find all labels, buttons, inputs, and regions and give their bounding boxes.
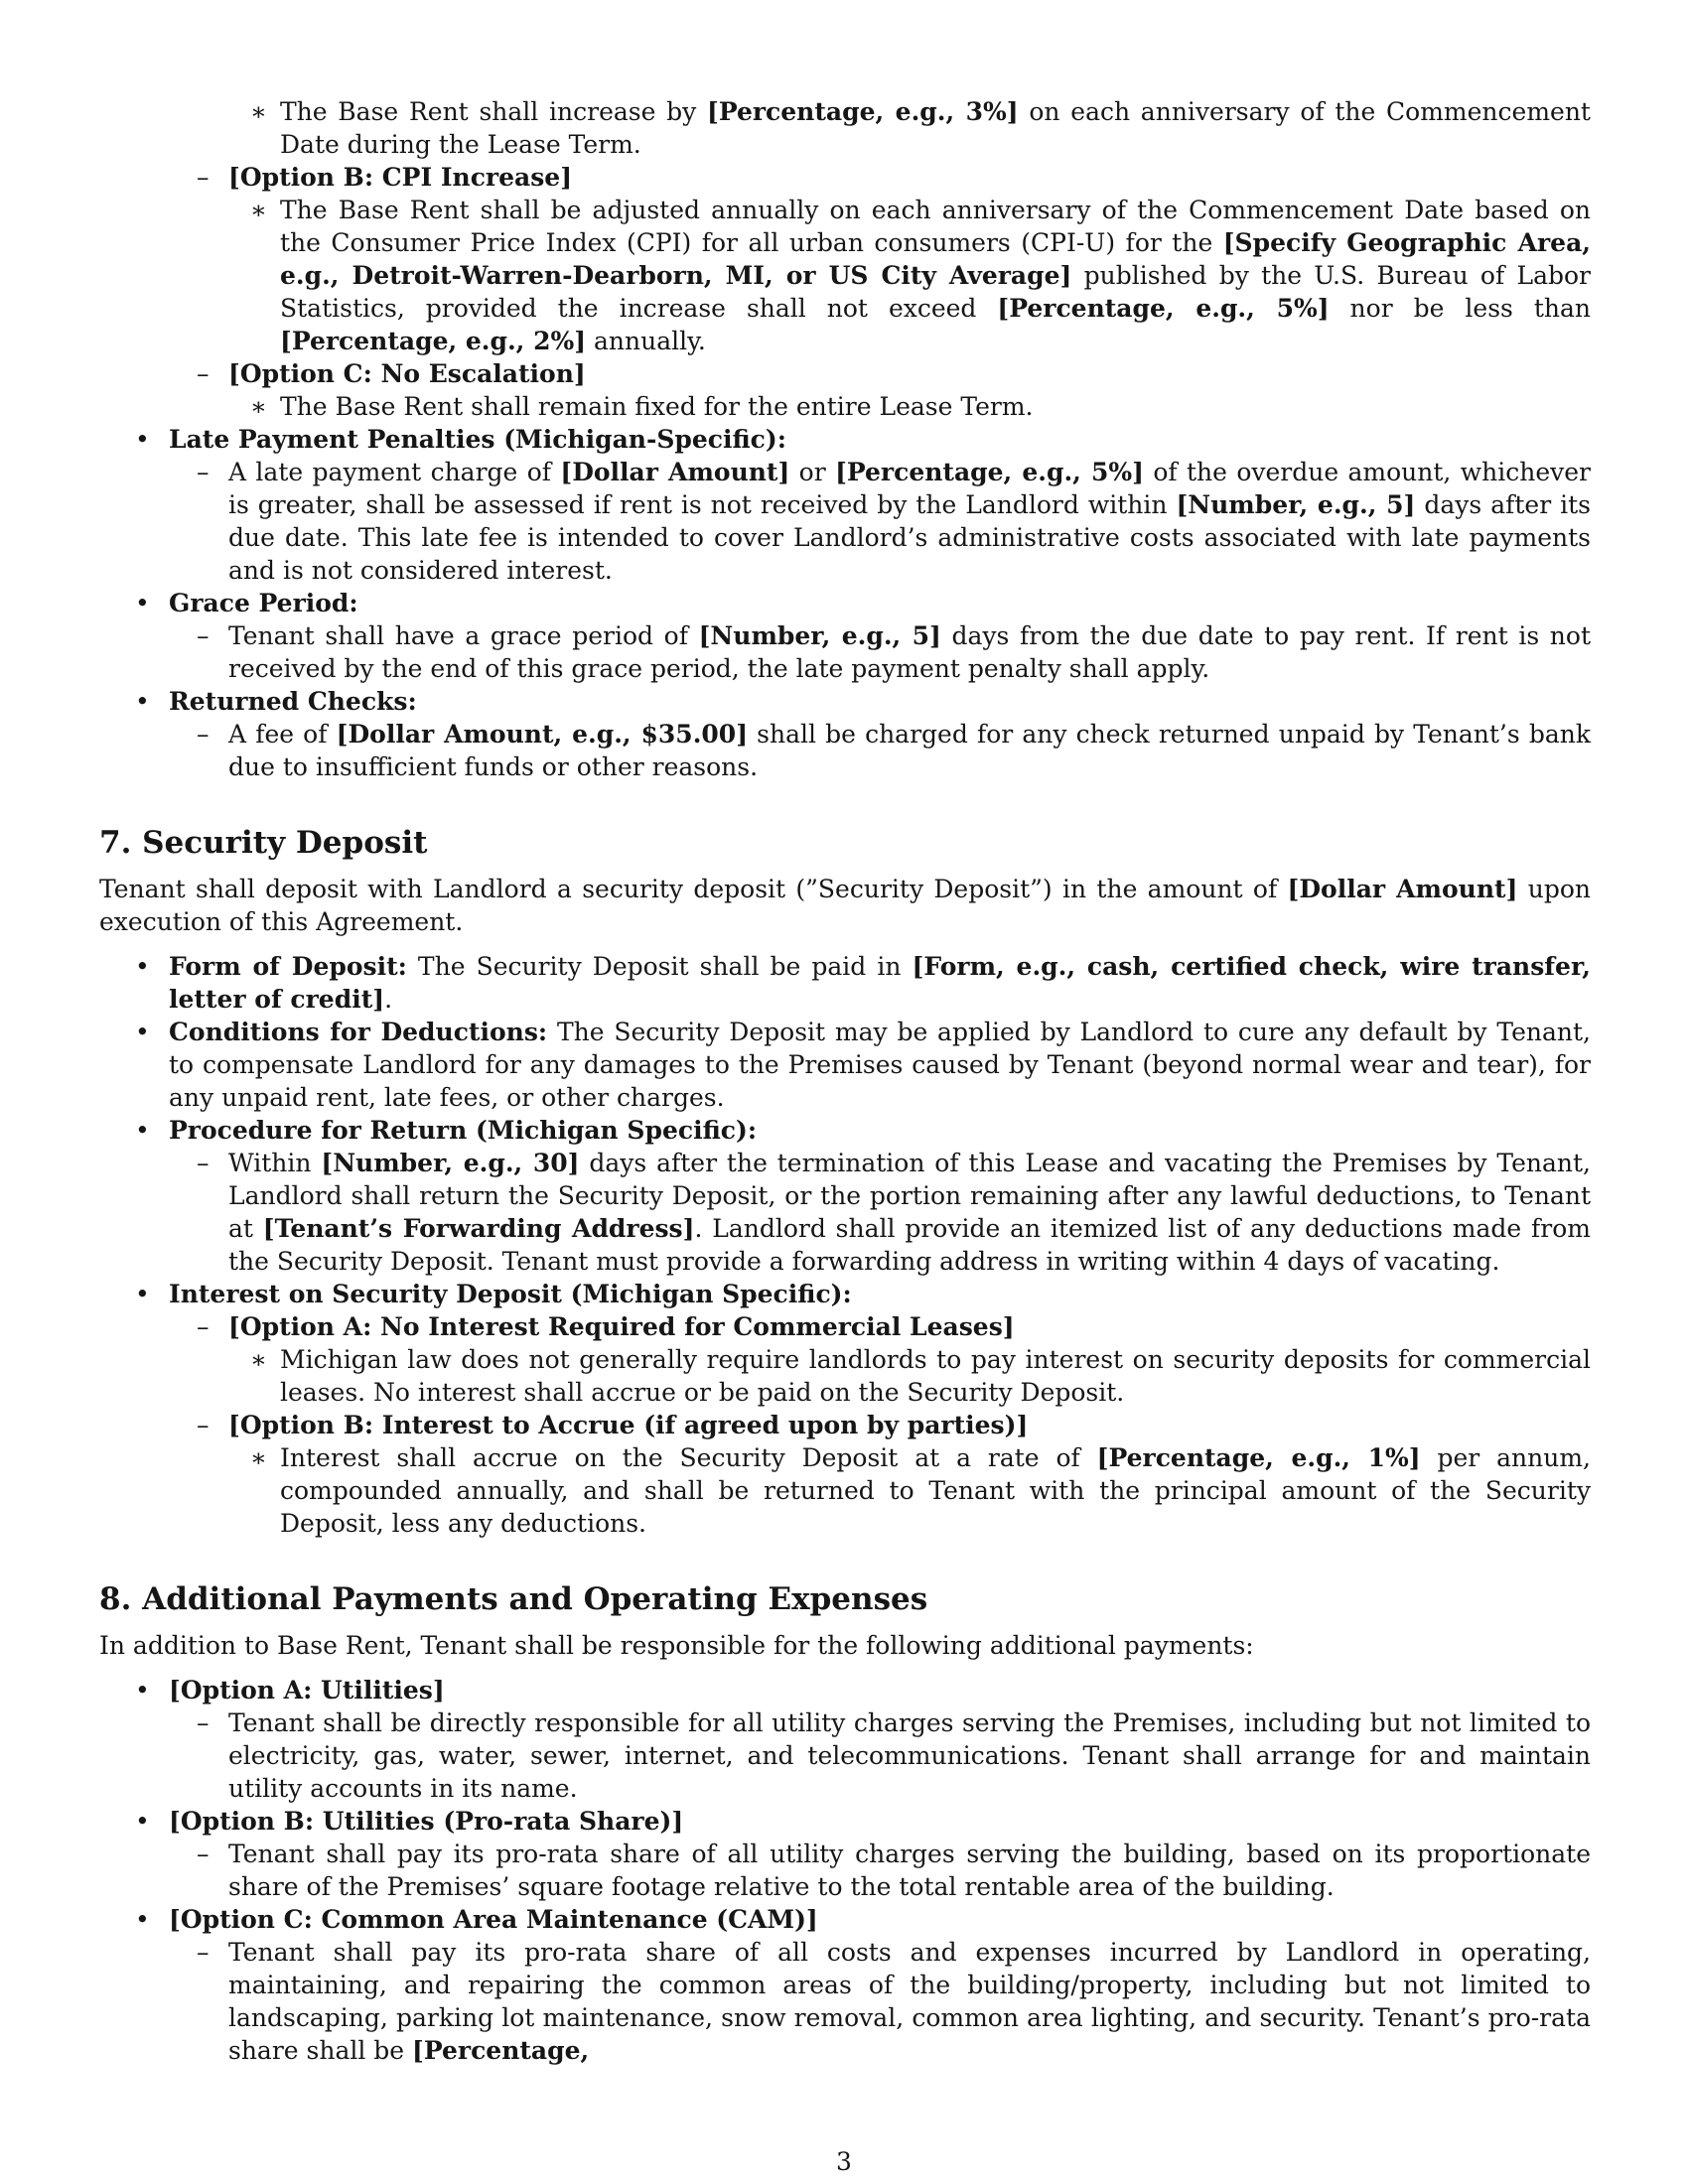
dash-marker: –	[197, 359, 210, 388]
list-item: ∗ The Base Rent shall increase by [Percentage, e.g., 3%] on each anniversary of the Commencement Date during the Lease Term.	[250, 97, 1591, 159]
document-page	[99, 95, 1591, 2067]
option-title: [Option B: Utilities (Pro-rata Share)]	[169, 1807, 684, 1836]
list-item	[99, 1674, 1591, 1706]
list-item	[99, 1903, 1591, 1936]
item-title: Late Payment Penalties (Michigan-Specific):	[169, 425, 786, 454]
dash-marker: –	[197, 1149, 210, 1177]
dash-marker: –	[197, 1708, 210, 1737]
list-item: ∗ The Base Rent shall be adjusted annually on each anniversary of the Commencement Date based on the Consumer Price Index (CPI) for all urban consumers (CPI-U) for the [Specify Geographic Area, e.g., Detroit-Warren-Dearborn, MI, or US City Average] published by the U.S. Bureau of Labor Statistics, provided the increase shall not exceed [Percentage, e.g., 5%] nor be less than [Percentage, e.g., 2%] annually.	[250, 196, 1592, 355]
bullet-marker: •	[135, 1280, 150, 1308]
bullet-marker: •	[135, 952, 150, 981]
bullet-marker: •	[135, 1905, 150, 1934]
item-title: Returned Checks:	[169, 687, 417, 716]
list-item: ∗ Michigan law does not generally require landlords to pay interest on security deposits for commercial leases. No interest shall accrue or be paid on the Security Deposit.	[250, 1345, 1591, 1407]
list-item: • Conditions for Deductions: The Security Deposit may be applied by Landlord to cure any default by Tenant, to compensate Landlord for any damages to the Premises caused by Tenant (beyond normal wear and tear), for any unpaid rent, late fees, or other charges.	[135, 1018, 1591, 1112]
dash-marker: –	[197, 1411, 210, 1439]
list-item: ∗ Interest shall accrue on the Security Deposit at a rate of [Percentage, e.g., 1%] per annum, compounded annually, and shall be returned to Tenant with the principal amount of the Security Deposit, less any deductions.	[250, 1443, 1591, 1538]
section-intro: Tenant shall deposit with Landlord a security deposit (”Security Deposit”) in the amount of [Dollar Amount] upon execution of this Agreement.	[99, 875, 1591, 936]
list-item: – A fee of [Dollar Amount, e.g., $35.00] shall be charged for any check returned unpaid by Tenant’s bank due to insufficient funds or other reasons.	[197, 720, 1592, 781]
list-item	[99, 1409, 1591, 1441]
asterisk-marker: ∗	[250, 97, 267, 126]
list-item: – Tenant shall pay its pro-rata share of all costs and expenses incurred by Landlord in operating, maintaining, and repairing the common areas of the building/property, including but not limited to landscaping, parking lot maintenance, snow removal, common area lighting, and security. Tenant’s pro-rata share shall be [Percentage,	[197, 1938, 1591, 2065]
list-item	[99, 587, 1591, 619]
dash-marker: –	[197, 1840, 210, 1868]
list-item: – Tenant shall be directly responsible for all utility charges serving the Premises, including but not limited to electricity, gas, water, sewer, internet, and telecommunications. Tenant shall arrange for and maintain utility accounts in its name.	[197, 1708, 1591, 1803]
dash-marker: –	[197, 458, 210, 486]
section-list	[99, 1674, 1591, 2067]
list-item	[99, 423, 1591, 456]
section-heading: 7. Security Deposit	[99, 825, 428, 861]
dash-marker: –	[197, 621, 210, 650]
option-title: [Option B: CPI Increase]	[228, 163, 573, 192]
section-list	[99, 950, 1591, 1540]
list-item	[99, 1114, 1591, 1147]
item-title: Interest on Security Deposit (Michigan Specific):	[169, 1280, 852, 1308]
option-title: [Option B: Interest to Accrue (if agreed upon by parties)]	[228, 1411, 1029, 1439]
dash-marker: –	[197, 720, 210, 749]
list-item: ∗ The Base Rent shall remain fixed for the entire Lease Term.	[250, 392, 1034, 421]
option-title: [Option A: No Interest Required for Commercial Leases]	[228, 1312, 1015, 1341]
section-heading: 8. Additional Payments and Operating Expenses	[99, 1581, 928, 1617]
list-item	[99, 357, 1591, 390]
asterisk-marker: ∗	[250, 392, 267, 421]
option-title: [Option C: Common Area Maintenance (CAM)]	[169, 1905, 818, 1934]
dash-marker: –	[197, 163, 210, 192]
bullet-marker: •	[135, 687, 150, 716]
section-intro: In addition to Base Rent, Tenant shall be responsible for the following additional payments:	[99, 1631, 1254, 1660]
list-item	[99, 1310, 1591, 1343]
list-item: • Form of Deposit: The Security Deposit shall be paid in [Form, e.g., cash, certified check, wire transfer, letter of credit].	[135, 952, 1591, 1014]
list-item: – Within [Number, e.g., 30] days after the termination of this Lease and vacating the Premises by Tenant, Landlord shall return the Security Deposit, or the portion remaining after any lawful deductions, to Tenant at [Tenant’s Forwarding Address]. Landlord shall provide an itemized list of any deductions made from the Security Deposit. Tenant must provide a forwarding address in writing within 4 days of vacating.	[197, 1149, 1591, 1276]
list-item: – Tenant shall pay its pro-rata share of all utility charges serving the building, based on its proportionate share of the Premises’ square footage relative to the total rentable area of the building.	[197, 1840, 1591, 1901]
bullet-marker: •	[135, 1807, 150, 1836]
bullet-marker: •	[135, 1676, 150, 1705]
page-number: 3	[836, 2147, 852, 2176]
bullet-marker: •	[135, 425, 150, 454]
bullet-marker: •	[135, 589, 150, 617]
bullet-marker: •	[135, 1116, 150, 1145]
bullet-marker: •	[135, 1018, 150, 1046]
list-item	[99, 161, 1591, 194]
list-item	[99, 685, 1591, 718]
option-title: [Option C: No Escalation]	[228, 359, 586, 388]
asterisk-marker: ∗	[250, 196, 267, 224]
dash-marker: –	[197, 1312, 210, 1341]
asterisk-marker: ∗	[250, 1345, 267, 1374]
list-item	[99, 1805, 1591, 1838]
list-item	[99, 1278, 1591, 1310]
item-title: Procedure for Return (Michigan Specific):	[169, 1116, 758, 1145]
list-item: – Tenant shall have a grace period of [Number, e.g., 5] days from the due date to pay rent. If rent is not received by the end of this grace period, the late payment penalty shall apply.	[197, 621, 1591, 683]
list-item: – A late payment charge of [Dollar Amount] or [Percentage, e.g., 5%] of the overdue amount, whichever is greater, shall be assessed if rent is not received by the Landlord within [Number, e.g., 5] days after its due date. This late fee is intended to cover Landlord’s administrative costs associated with late payments and is not considered interest.	[197, 458, 1591, 585]
option-title: [Option A: Utilities]	[169, 1676, 445, 1705]
item-title: Grace Period:	[169, 589, 358, 617]
dash-marker: –	[197, 1938, 210, 1967]
asterisk-marker: ∗	[250, 1443, 267, 1472]
